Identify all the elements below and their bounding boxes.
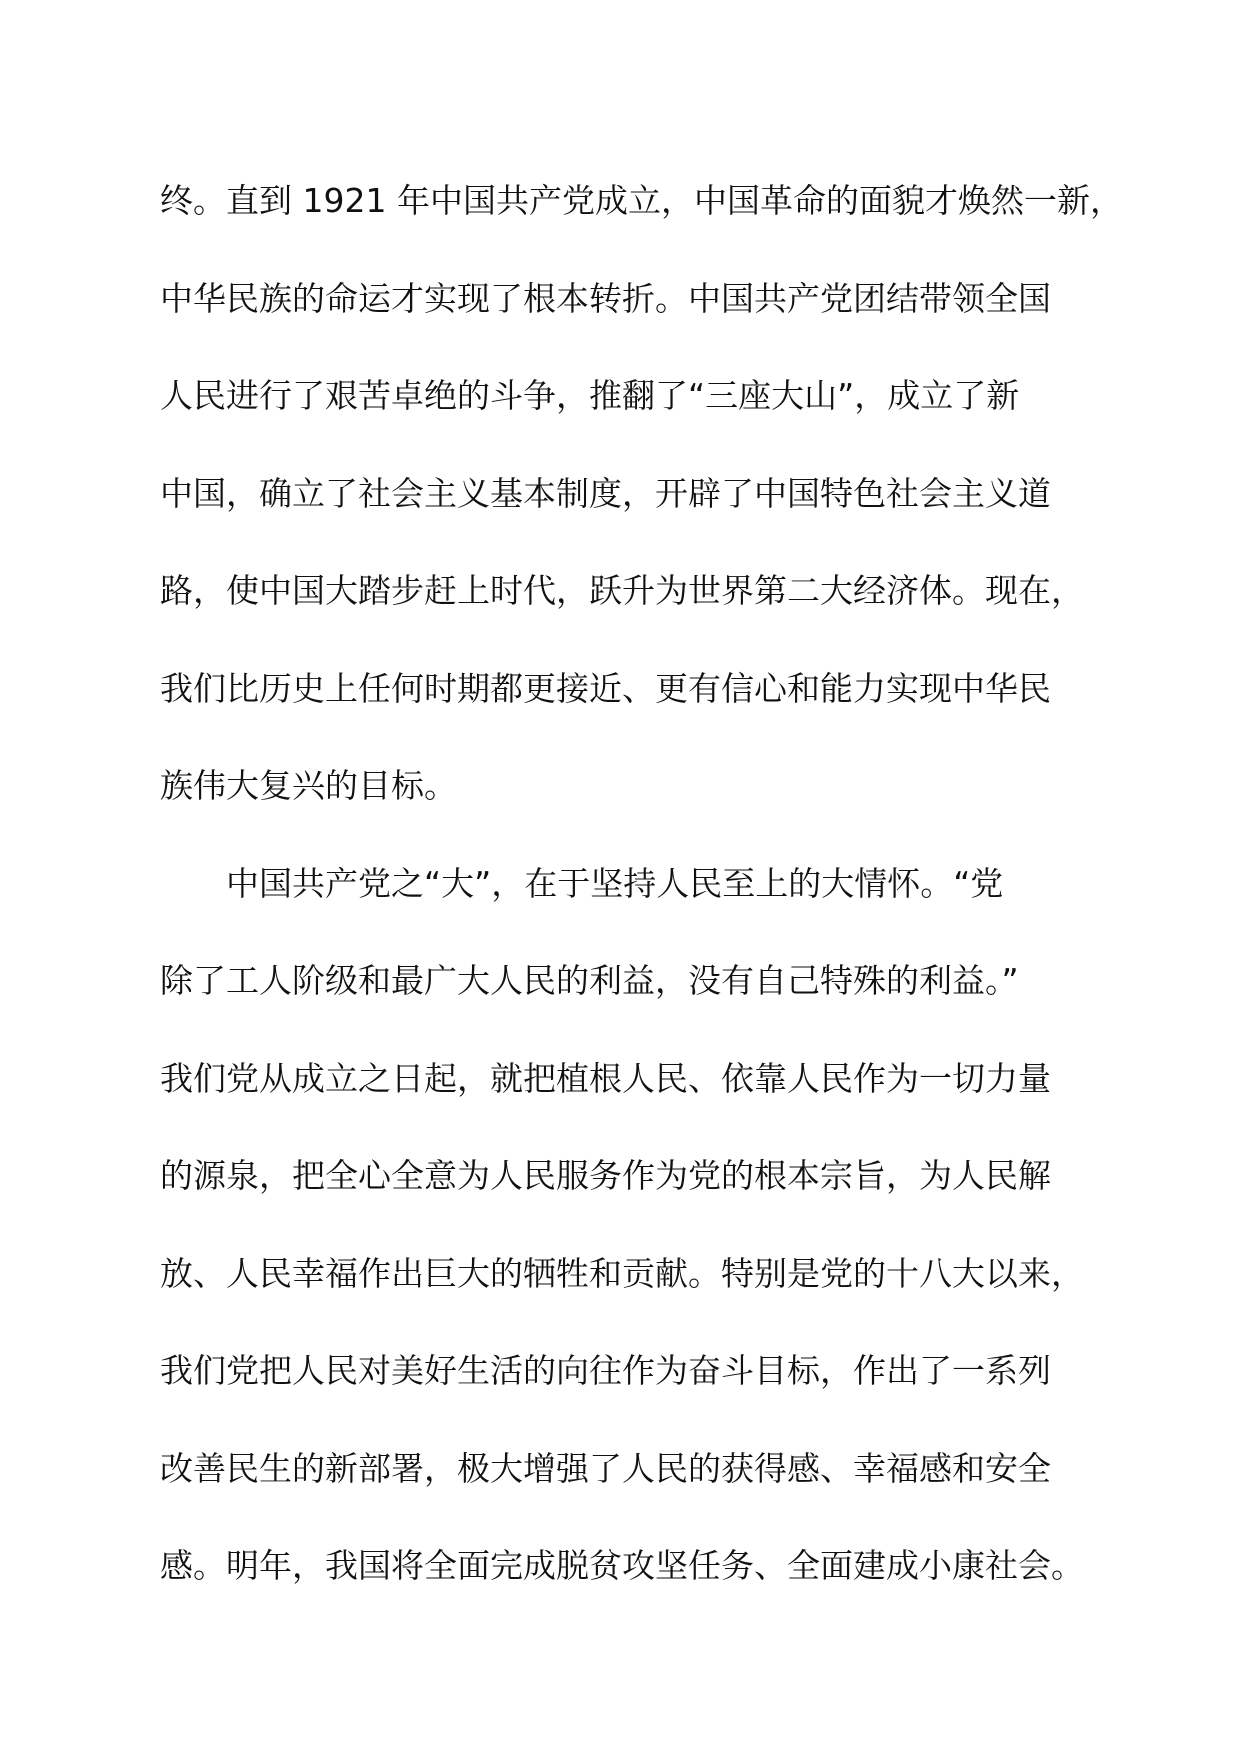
text-line: 人民进行了艰苦卓绝的斗争，推翻了“三座大山”，成立了新	[160, 376, 1020, 415]
text-line: 中华民族的命运才实现了根本转折。中国共产党团结带领全国	[160, 278, 1051, 318]
text-line: 我们比历史上任何时期都更接近、更有信心和能力实现中华民	[160, 668, 1051, 708]
text-line: 路，使中国大踏步赶上时代，跃升为世界第二大经济体。现在，	[160, 571, 1084, 610]
paragraph-first-line: 中国共产党之“大”，在于坚持人民至上的大情怀。“党	[226, 863, 1004, 903]
text-line: 改善民生的新部署，极大增强了人民的获得感、幸福感和安全	[160, 1448, 1051, 1488]
text-line: 我们党从成立之日起，就把植根人民、依靠人民作为一切力量	[160, 1058, 1051, 1098]
body-text	[160, 168, 1123, 1631]
text-line: 我们党把人民对美好生活的向往作为奋斗目标，作出了一系列	[160, 1351, 1051, 1390]
text-line: 除了工人阶级和最广大人民的利益，没有自己特殊的利益。”	[160, 961, 1019, 1000]
text-line: 族伟大复兴的目标。	[160, 766, 457, 805]
text-line: 放、人民幸福作出巨大的牺牲和贡献。特别是党的十八大以来，	[160, 1253, 1084, 1293]
text-line: 中国，确立了社会主义基本制度，开辟了中国特色社会主义道	[160, 473, 1051, 513]
text-line: 感。明年，我国将全面完成脱贫攻坚任务、全面建成小康社会。	[160, 1546, 1084, 1585]
text-line: 的源泉，把全心全意为人民服务作为党的根本宗旨，为人民解	[160, 1156, 1051, 1195]
text-line: 终。直到 1921 年中国共产党成立，中国革命的面貌才焕然一新，	[160, 181, 1123, 220]
